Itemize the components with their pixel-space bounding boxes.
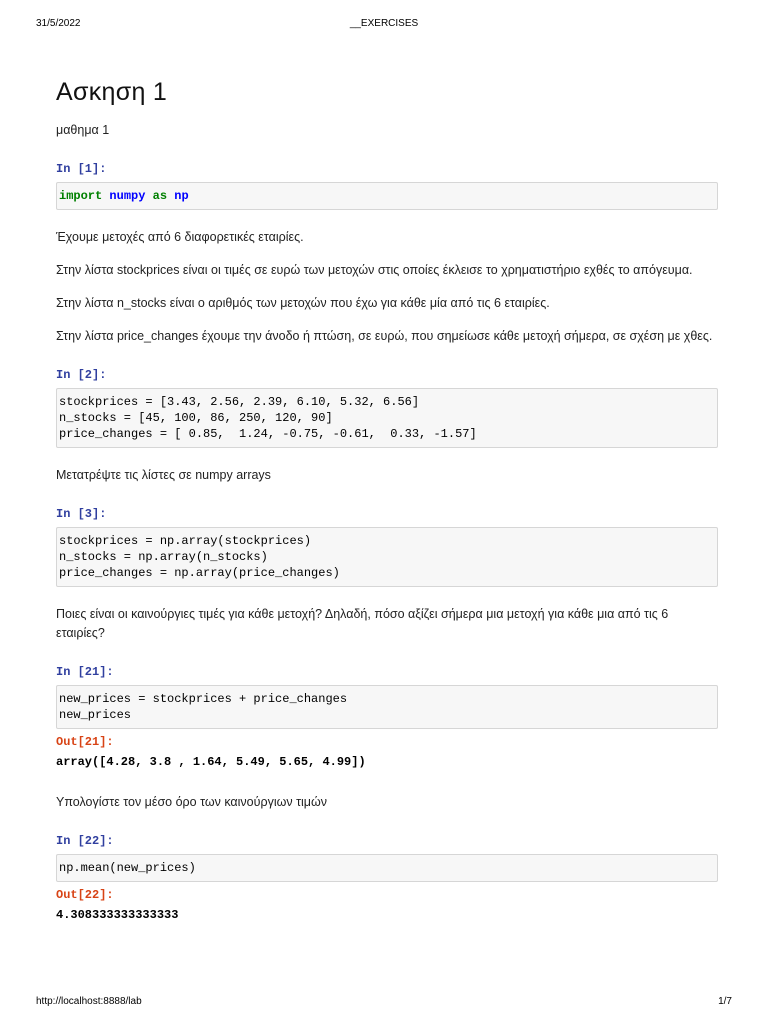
print-url: http://localhost:8888/lab — [36, 996, 142, 1007]
in-prompt-1: In [1]: — [56, 162, 107, 176]
cell-output-22: 4.308333333333333 — [56, 908, 179, 922]
code-line: new_prices — [59, 708, 132, 722]
markdown-text: Στην λίστα stockprices είναι οι τιμές σε ευρώ των μετοχών στις οποίες έκλεισε το χρηματιστήριο εχθές το απόγευμα. — [56, 263, 693, 277]
cell-output-21: array([4.28, 3.8 , 1.64, 5.49, 5.65, 4.99]) — [56, 755, 366, 769]
in-prompt-2: In [2]: — [56, 368, 107, 382]
code-line: price_changes = [ 0.85, 1.24, -0.75, -0.61, 0.33, -1.57] — [59, 427, 477, 441]
out-prompt-22: Out[22]: — [56, 888, 114, 902]
out-prompt-21: Out[21]: — [56, 735, 114, 749]
markdown-text: Έχουμε μετοχές από 6 διαφορετικές εταιρίες. — [56, 230, 304, 244]
code-line: np.mean(new_prices) — [59, 861, 196, 875]
markdown-text: Στην λίστα n_stocks είναι ο αριθμός των μετοχών που έχω για κάθε μία από τις 6 εταιρίες. — [56, 296, 550, 310]
code-line: stockprices = [3.43, 2.56, 2.39, 6.10, 5.32, 6.56] — [59, 395, 420, 409]
print-date: 31/5/2022 — [36, 18, 81, 29]
code-line: new_prices = stockprices + price_changes — [59, 692, 348, 706]
subtitle: μαθημα 1 — [56, 123, 110, 137]
markdown-text: Στην λίστα price_changes έχουμε την άνοδο ή πτώση, σε ευρώ, που σημείωσε κάθε μετοχή σήμερα, σε σχέση με χθες. — [56, 329, 713, 343]
markdown-text: Ποιες είναι οι καινούργιες τιμές για κάθε μετοχή? Δηλαδή, πόσο αξίζει σήμερα μια μετοχή για κάθε μια από τις 6 εταιρίες? — [56, 607, 669, 640]
print-title: __EXERCISES — [349, 18, 419, 29]
code-line: price_changes = np.array(price_changes) — [59, 566, 340, 580]
code-line: stockprices = np.array(stockprices) — [59, 534, 312, 548]
code-line: n_stocks = [45, 100, 86, 250, 120, 90] — [59, 411, 333, 425]
code-line: n_stocks = np.array(n_stocks) — [59, 550, 268, 564]
in-prompt-22: In [22]: — [56, 834, 114, 848]
markdown-text: Υπολογίστε τον μέσο όρο των καινούργιων τιμών — [56, 795, 328, 809]
code-cell-2[interactable] — [56, 388, 718, 448]
code-cell-3[interactable] — [56, 527, 718, 587]
in-prompt-21: In [21]: — [56, 665, 114, 679]
markdown-text: Μετατρέψτε τις λίστες σε numpy arrays — [56, 468, 271, 482]
notebook-content — [56, 78, 718, 946]
code-line: import numpy as np — [59, 189, 189, 203]
code-cell-21[interactable] — [56, 685, 718, 729]
code-cell-22[interactable] — [56, 854, 718, 882]
in-prompt-3: In [3]: — [56, 507, 107, 521]
page-title: Ασκηση 1 — [56, 78, 168, 106]
code-cell-1[interactable] — [56, 182, 718, 210]
page-number: 1/7 — [718, 996, 732, 1007]
